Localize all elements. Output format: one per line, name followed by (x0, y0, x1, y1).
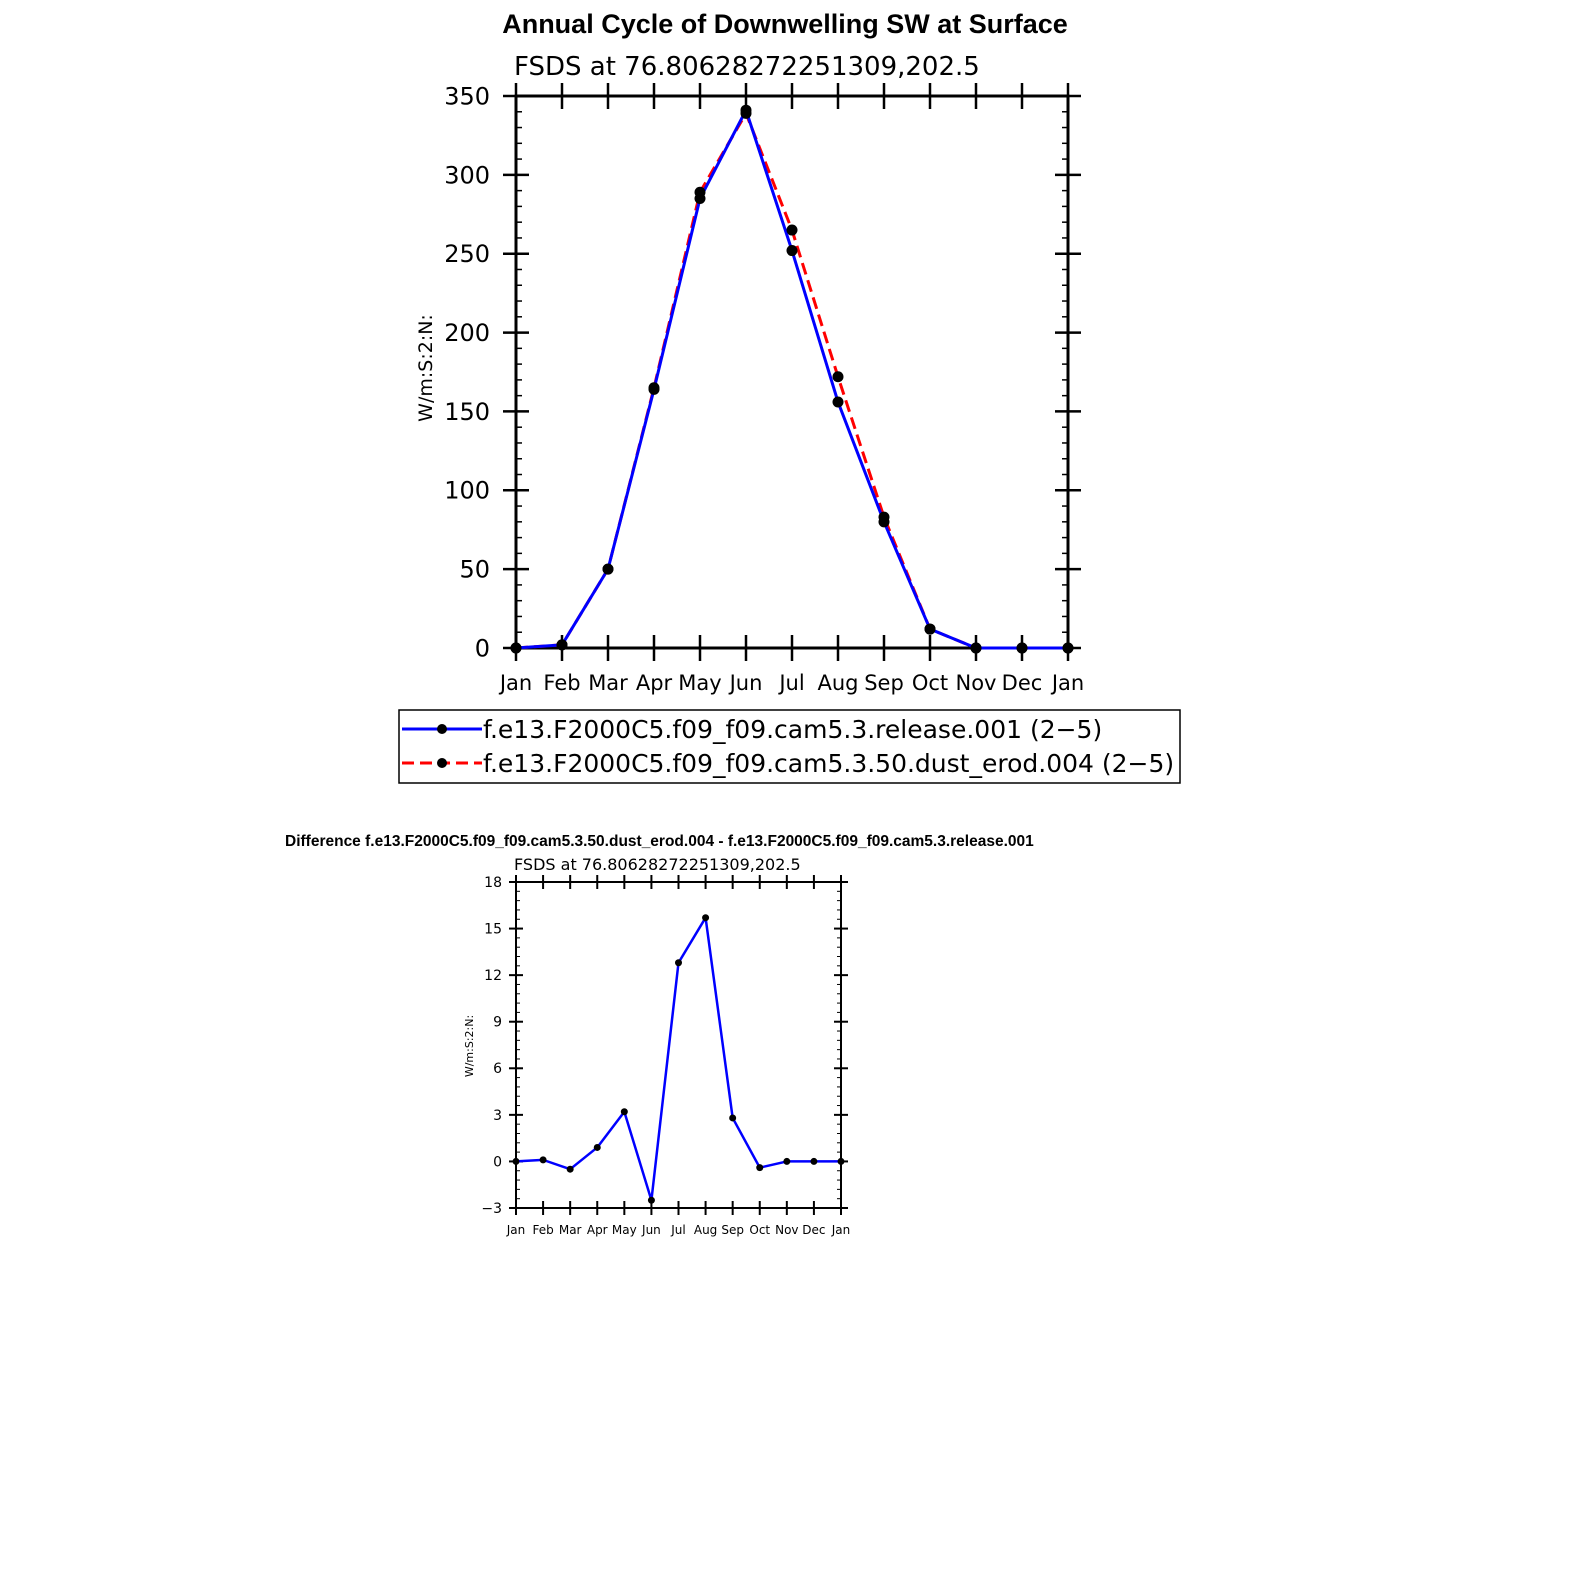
series-1-point (695, 187, 706, 198)
x-tick-label: Jan (1051, 671, 1085, 695)
y-tick-label: 9 (493, 1014, 502, 1031)
series-0-point (833, 396, 844, 407)
y-tick-label: 250 (444, 240, 490, 269)
series-0-point (756, 1164, 763, 1171)
x-tick-label: Apr (635, 671, 673, 695)
x-tick-label: Jan (831, 1223, 851, 1237)
series-line-1 (516, 113, 1068, 648)
series-0-point (513, 1158, 520, 1165)
y-tick-label: 15 (484, 921, 502, 938)
x-tick-label: Nov (775, 1223, 799, 1237)
series-0-point (810, 1158, 817, 1165)
x-tick-label: Aug (817, 671, 859, 695)
y-tick-label: 12 (484, 968, 502, 985)
y-tick-label: 350 (444, 82, 490, 111)
series-1-point (741, 108, 752, 119)
legend-label-control: f.e13.F2000C5.f09_f09.cam5.3.release.001 (2−5) (483, 715, 1103, 744)
x-tick-label: Sep (721, 1223, 744, 1237)
series-0-point (648, 1197, 655, 1204)
legend-marker-control (437, 724, 447, 734)
series-1-point (557, 639, 568, 650)
x-tick-label: Jun (642, 1223, 661, 1237)
x-tick-label: Jul (671, 1223, 686, 1237)
difference-title: Difference f.e13.F2000C5.f09_f09.cam5.3.50.dust_erod.004 - f.e13.F2000C5.f09_f09.cam5.3.release.001 (285, 833, 1034, 850)
plot-frame (516, 96, 1068, 648)
difference-subtitle: FSDS at 76.80628272251309,202.5 (514, 855, 801, 874)
x-tick-label: Mar (558, 1223, 582, 1237)
y-tick-label: 0 (474, 634, 490, 663)
series-line-0 (516, 110, 1068, 648)
plot-frame (516, 882, 841, 1208)
y-tick-label: 100 (444, 476, 490, 505)
y-tick-label: −3 (481, 1200, 502, 1217)
series-0-point (540, 1156, 547, 1163)
x-tick-label: Jan (499, 671, 533, 695)
difference-chart (285, 833, 1034, 1237)
legend-label-dust: f.e13.F2000C5.f09_f09.cam5.3.50.dust_erod.004 (2−5) (483, 749, 1175, 778)
series-0-point (567, 1166, 574, 1173)
series-1-point (787, 225, 798, 236)
x-tick-label: May (678, 671, 722, 695)
series-1-point (971, 643, 982, 654)
series-1-point (879, 512, 890, 523)
chart-title: Annual Cycle of Downwelling SW at Surface (502, 9, 1068, 39)
y-tick-label: 300 (444, 161, 490, 190)
y-tick-label: 3 (493, 1107, 502, 1124)
x-tick-label: Oct (911, 671, 949, 695)
x-tick-label: Dec (1001, 671, 1043, 695)
series-0-point (783, 1158, 790, 1165)
chart-subtitle: FSDS at 76.80628272251309,202.5 (514, 52, 980, 82)
x-tick-label: Dec (802, 1223, 826, 1237)
x-tick-label: Feb (543, 671, 581, 695)
x-tick-label: Apr (586, 1223, 608, 1237)
series-0-point (787, 245, 798, 256)
series-1-point (833, 371, 844, 382)
series-0-point (838, 1158, 845, 1165)
y-tick-label: 150 (444, 397, 490, 426)
series-0-point (729, 1114, 736, 1121)
y-tick-label: 0 (493, 1154, 502, 1171)
difference-y-axis-label: W/m:S:2:N: (463, 1014, 476, 1078)
y-tick-label: 200 (444, 318, 490, 347)
series-1-point (1063, 643, 1074, 654)
x-tick-label: May (611, 1223, 637, 1237)
x-tick-label: Mar (588, 671, 628, 695)
legend (399, 710, 1180, 783)
series-1-point (511, 643, 522, 654)
x-tick-label: Jun (729, 671, 763, 695)
series-0-point (621, 1108, 628, 1115)
x-tick-label: Nov (955, 671, 997, 695)
y-axis-label: W/m:S:2:N: (415, 314, 437, 422)
legend-marker-dust (437, 758, 447, 768)
series-1-point (1017, 643, 1028, 654)
y-tick-label: 18 (484, 874, 502, 891)
series-0-point (702, 914, 709, 921)
series-1-point (603, 564, 614, 575)
y-tick-label: 50 (459, 555, 490, 584)
series-0-point (675, 959, 682, 966)
series-1-point (649, 382, 660, 393)
series-0-point (594, 1144, 601, 1151)
x-tick-label: Jan (506, 1223, 526, 1237)
series-1-point (925, 624, 936, 635)
x-tick-label: Feb (532, 1223, 554, 1237)
annual-cycle-chart (399, 9, 1180, 783)
y-tick-label: 6 (493, 1061, 502, 1078)
x-tick-label: Jul (779, 671, 805, 695)
x-tick-label: Oct (749, 1223, 771, 1237)
x-tick-label: Aug (693, 1223, 718, 1237)
x-tick-label: Sep (864, 671, 904, 695)
